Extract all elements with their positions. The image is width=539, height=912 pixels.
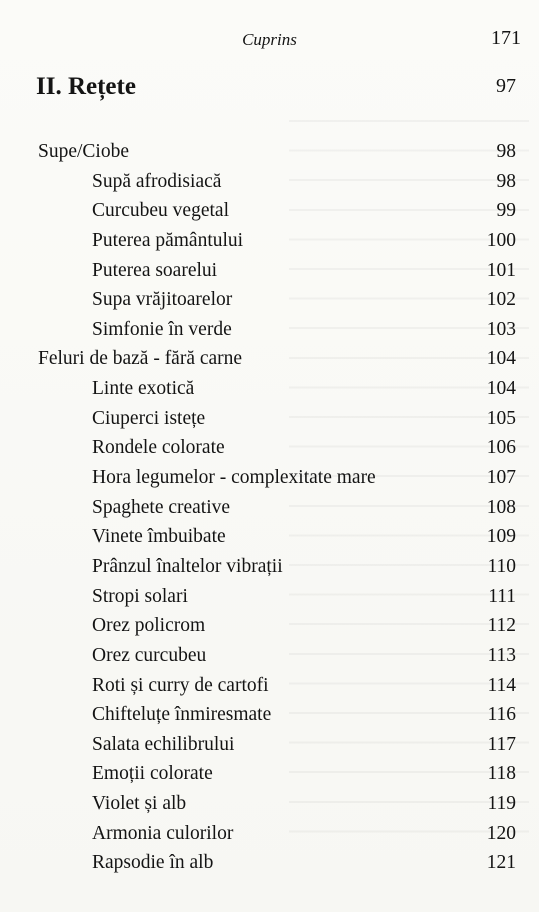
toc-entry-page: 117 — [487, 733, 516, 755]
toc-entry-row — [0, 374, 539, 404]
toc-entry-page: 118 — [487, 763, 516, 785]
toc-entry-row — [0, 641, 539, 671]
toc-entry-title: Curcubeu vegetal — [92, 200, 229, 222]
toc-entry-title: Violet și alb — [92, 793, 187, 815]
toc-entry-page: 111 — [488, 585, 516, 607]
toc-entry-row — [0, 522, 539, 552]
toc-entry-title: Vinete îmbuibate — [92, 526, 226, 548]
toc-category-row — [0, 137, 539, 167]
toc-entry-title: Prânzul înaltelor vibrații — [92, 555, 283, 577]
toc-entry-title: Hora legumelor - complexitate mare — [92, 467, 376, 489]
toc-entry-title: Rondele colorate — [92, 437, 225, 459]
toc-entry-page: 110 — [487, 555, 516, 577]
toc-entry-row — [0, 315, 539, 345]
section-page-number: 97 — [496, 75, 516, 97]
toc-entry-row — [0, 463, 539, 493]
table-of-contents — [0, 137, 539, 878]
toc-entry-row — [0, 759, 539, 789]
page-number: 171 — [491, 27, 521, 49]
toc-entry-page: 105 — [486, 407, 516, 429]
toc-entry-title: Orez policrom — [92, 615, 206, 637]
toc-entry-row — [0, 730, 539, 760]
toc-entry-row — [0, 700, 539, 730]
toc-entry-page: 99 — [496, 200, 516, 222]
toc-entry-title: Ciuperci istețe — [92, 407, 206, 429]
toc-entry-row — [0, 433, 539, 463]
toc-entry-page: 102 — [486, 289, 516, 311]
toc-entry-row — [0, 167, 539, 197]
toc-entry-page: 101 — [486, 259, 516, 281]
toc-entry-page: 119 — [487, 793, 516, 815]
toc-entry-row — [0, 226, 539, 256]
toc-entry-title: Puterea pământului — [92, 229, 244, 251]
toc-entry-title: Chifteluțe înmiresmate — [92, 704, 272, 726]
toc-entry-page: 109 — [486, 526, 516, 548]
toc-entry-row — [0, 671, 539, 701]
toc-entry-page: 106 — [486, 437, 516, 459]
toc-category-row — [0, 344, 539, 374]
running-head-title: Cuprins — [242, 30, 297, 49]
toc-entry-row — [0, 819, 539, 849]
toc-entry-title: Spaghete creative — [92, 496, 231, 518]
toc-entry-title: Linte exotică — [92, 378, 195, 400]
toc-entry-title: Orez curcubeu — [92, 644, 207, 666]
toc-entry-title: Stropi solari — [92, 585, 188, 607]
toc-entry-page: 114 — [487, 674, 516, 696]
toc-entry-title: Roti și curry de cartofi — [92, 674, 269, 696]
toc-entry-row — [0, 493, 539, 523]
toc-entry-title: Salata echilibrului — [92, 733, 235, 755]
toc-entry-row — [0, 848, 539, 878]
toc-entry-title: Simfonie în verde — [92, 318, 232, 340]
toc-entry-page: 116 — [487, 704, 516, 726]
toc-entry-page: 113 — [487, 644, 516, 666]
toc-entry-title: Puterea soarelui — [92, 259, 218, 281]
toc-entry-title: Feluri de bază - fără carne — [38, 348, 243, 370]
toc-entry-title: Supa vrăjitoarelor — [92, 289, 233, 311]
toc-entry-row — [0, 552, 539, 582]
toc-entry-page: 104 — [486, 378, 516, 400]
toc-entry-page: 120 — [486, 822, 516, 844]
toc-entry-page: 104 — [486, 348, 516, 370]
toc-entry-page: 107 — [486, 467, 516, 489]
toc-entry-page: 103 — [486, 318, 516, 340]
toc-entry-title: Armonia culorilor — [92, 822, 234, 844]
toc-entry-row — [0, 789, 539, 819]
toc-entry-title: Rapsodie în alb — [92, 852, 214, 874]
section-title: II. Rețete — [36, 73, 136, 100]
toc-entry-page: 100 — [486, 229, 516, 251]
toc-entry-page: 121 — [486, 852, 516, 874]
toc-entry-row — [0, 611, 539, 641]
toc-entry-row — [0, 404, 539, 434]
toc-entry-row — [0, 196, 539, 226]
toc-entry-title: Emoții colorate — [92, 763, 213, 785]
toc-entry-page: 98 — [496, 170, 516, 192]
toc-entry-title: Supă afrodisiacă — [92, 170, 222, 192]
toc-entry-title: Supe/Ciobe — [38, 141, 129, 162]
toc-entry-row — [0, 285, 539, 315]
toc-entry-page: 98 — [496, 141, 516, 162]
toc-entry-page: 112 — [487, 615, 516, 637]
toc-entry-row — [0, 582, 539, 612]
toc-entry-page: 108 — [486, 496, 516, 518]
toc-entry-row — [0, 256, 539, 286]
